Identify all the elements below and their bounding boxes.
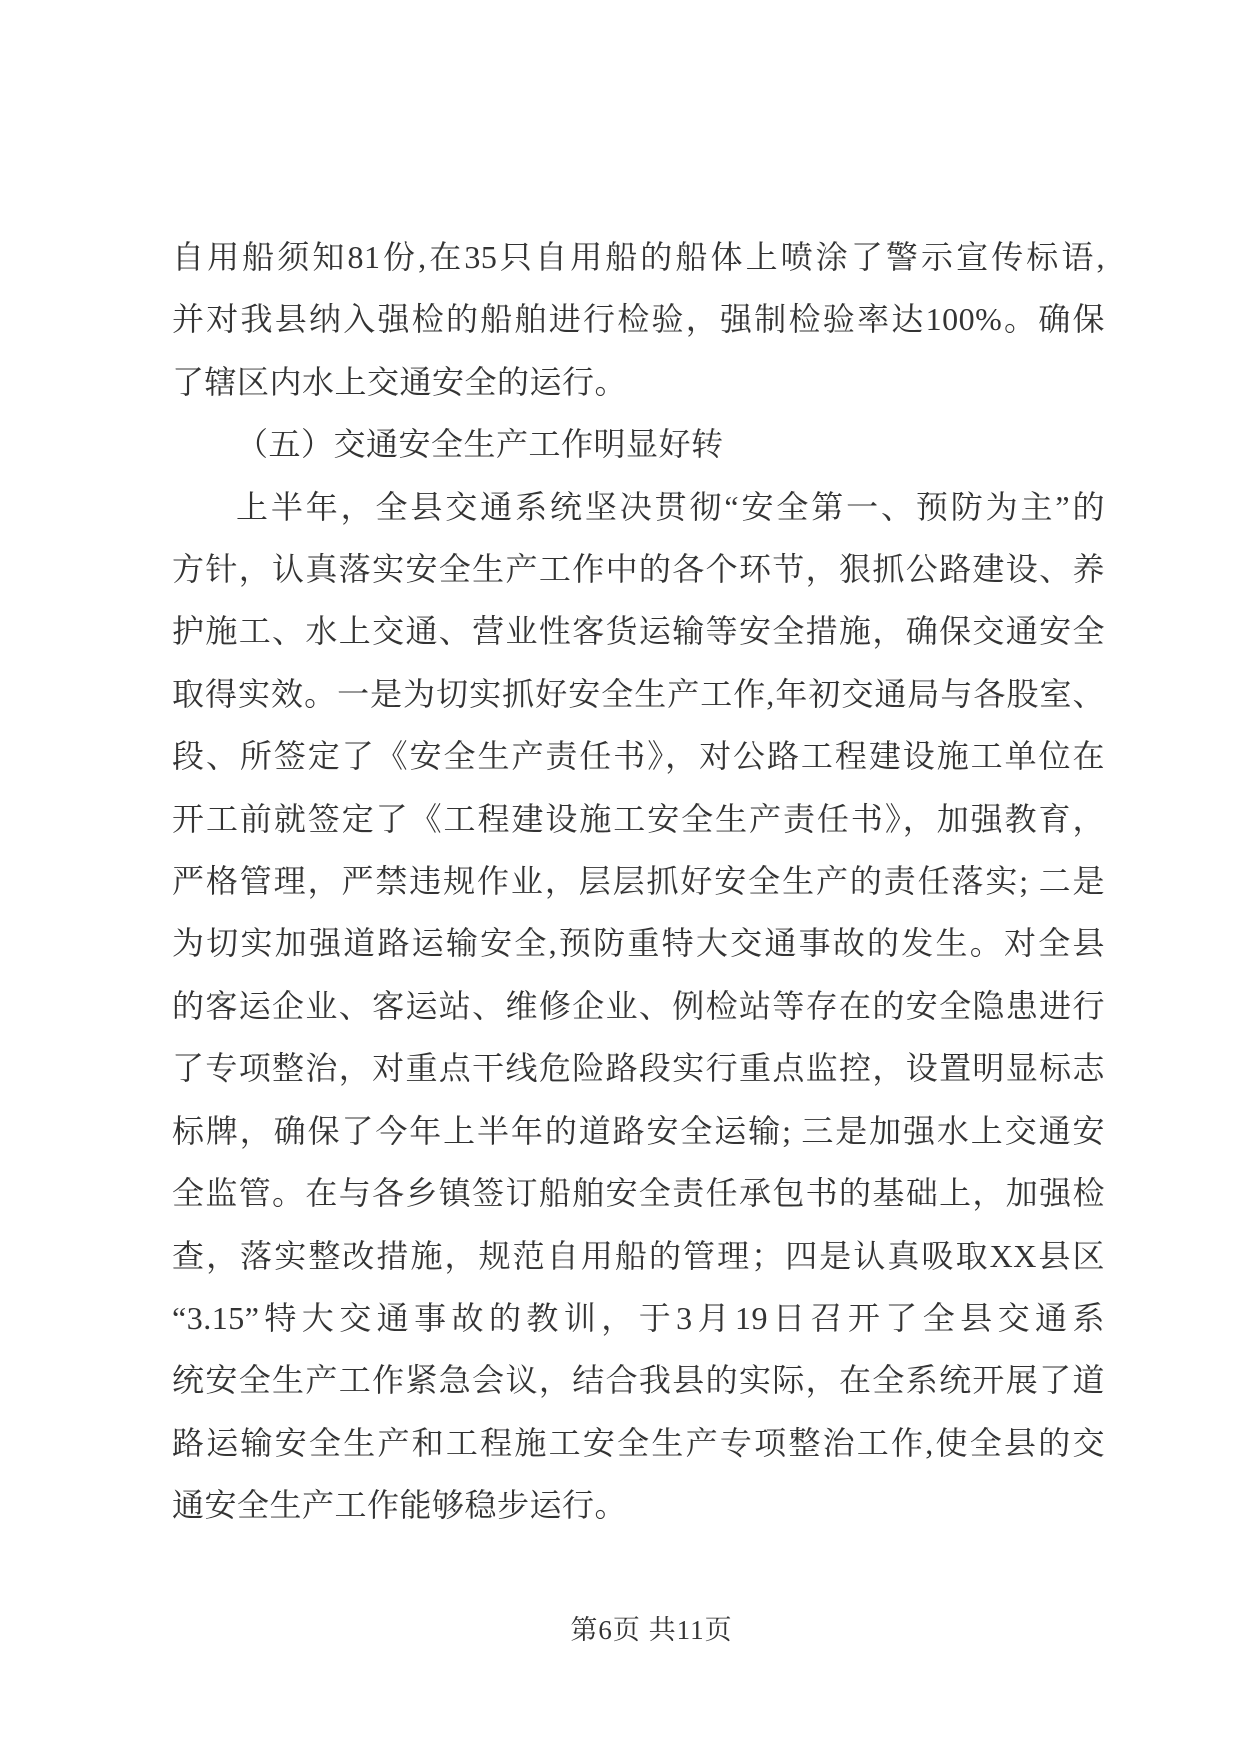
text-line: 标牌，确保了今年上半年的道路安全运输; 三是加强水上交通安 (172, 1112, 1105, 1149)
text-line: 为切实加强道路运输安全,预防重特大交通事故的发生。对全县 (172, 925, 1105, 962)
text-line: 严格管理，严禁违规作业，层层抓好安全生产的责任落实; 二是 (172, 863, 1105, 900)
text-line: 统安全生产工作紧急会议，结合我县的实际，在全系统开展了道 (172, 1362, 1105, 1399)
text-line: 全监管。在与各乡镇签订船舶安全责任承包书的基础上，加强检 (172, 1175, 1105, 1212)
text-line: 查，落实整改措施，规范自用船的管理；四是认真吸取XX县区 (172, 1237, 1105, 1274)
text-line: 通安全生产工作能够稳步运行。 (172, 1487, 628, 1524)
text-line: 了辖区内水上交通安全的运行。 (172, 363, 628, 400)
text-line: 方针，认真落实安全生产工作中的各个环节，狠抓公路建设、养 (172, 551, 1105, 588)
text-line: 开工前就签定了《工程建设施工安全生产责任书》，加强教育， (172, 800, 1105, 837)
text-line: 了专项整治，对重点干线危险路段实行重点监控，设置明显标志 (172, 1050, 1105, 1087)
page-number-label: 第6页 共11页 (570, 1615, 733, 1645)
text-line: 上半年，全县交通系统坚决贯彻“安全第一、预防为主”的 (236, 488, 1105, 525)
page-footer (0, 1612, 1241, 1648)
text-line: 路运输安全生产和工程施工安全生产专项整治工作,使全县的交 (172, 1424, 1105, 1461)
text-line: 取得实效。一是为切实抓好安全生产工作,年初交通局与各股室、 (172, 675, 1105, 712)
text-line: 护施工、水上交通、营业性客货运输等安全措施，确保交通安全 (172, 613, 1105, 650)
text-line: “3.15”特大交通事故的教训，于3月19日召开了全县交通系 (172, 1299, 1105, 1336)
text-line: 段、所签定了《安全生产责任书》，对公路工程建设施工单位在 (172, 738, 1105, 775)
text-line: 的客运企业、客运站、维修企业、例检站等存在的安全隐患进行 (172, 987, 1105, 1024)
text-line: 并对我县纳入强检的船舶进行检验，强制检验率达100%。确保 (172, 301, 1105, 338)
text-block (172, 226, 1105, 1537)
text-line: （五）交通安全生产工作明显好转 (236, 426, 724, 463)
text-line: 自用船须知81份,在35只自用船的船体上喷涂了警示宣传标语, (172, 239, 1105, 275)
